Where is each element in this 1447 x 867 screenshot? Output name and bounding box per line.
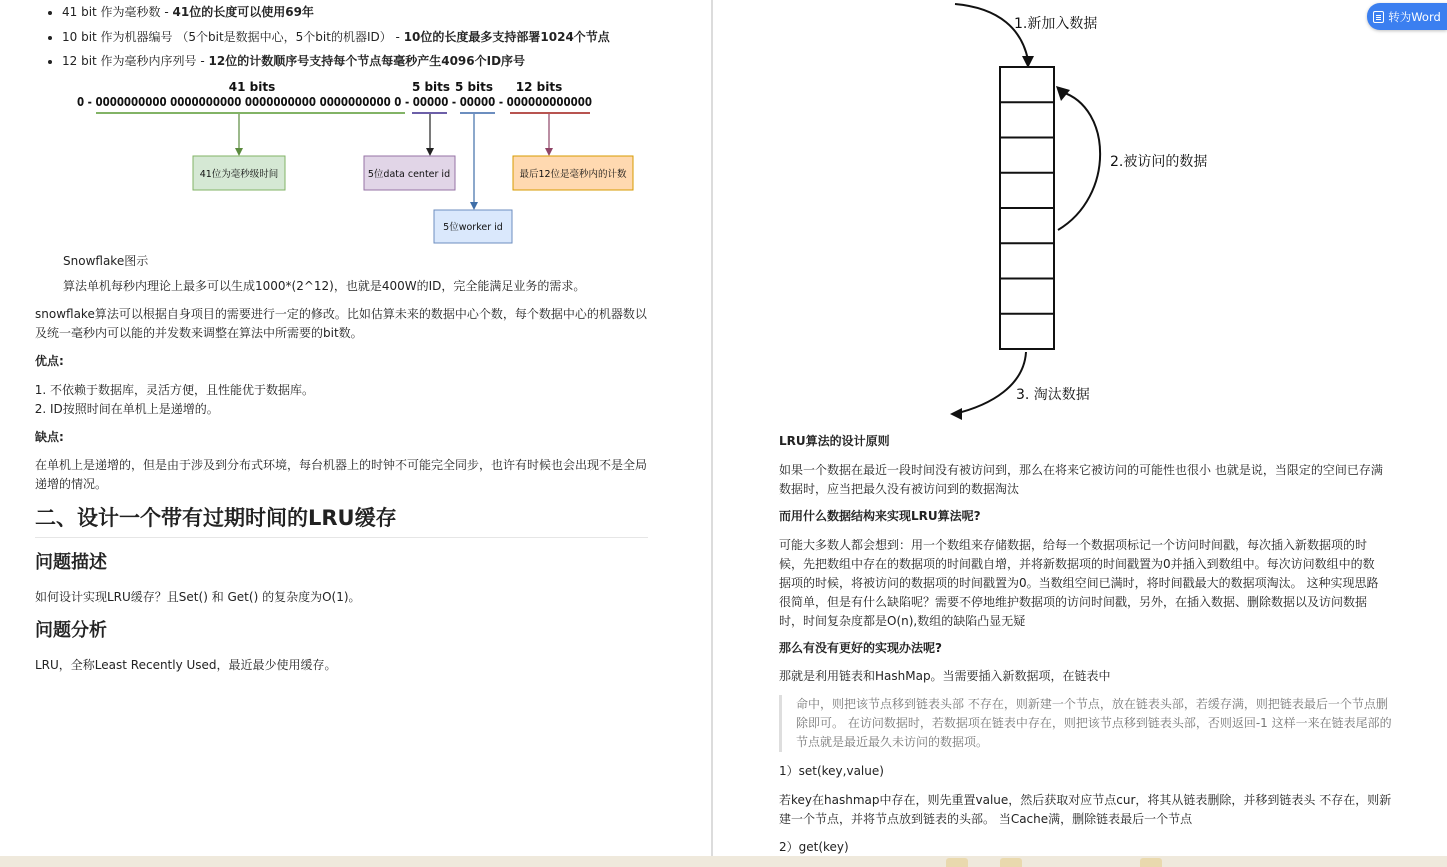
box-sequence: 最后12位是毫秒内的计数: [519, 169, 627, 180]
label-evicted-data: 3. 淘汰数据: [1016, 387, 1090, 403]
section-heading: 二、设计一个带有过期时间的LRU缓存: [35, 506, 397, 530]
set-paragraph: 若key在hashmap中存在，则先重置value，然后获取对应节点cur，将其从链表删除，并移到链表头 不存在，则新建一个节点，并将节点放到链表的头部。 当Cache满，删除链表最后一个节点: [779, 793, 1392, 826]
cons-paragraph: 在单机上是递增的，但是由于涉及到分布式环境，每台机器上的时钟不可能完全同步，也许有时候也会出现不是全局递增的情况。: [35, 458, 648, 491]
problem-text: 如何设计实现LRU缓存？且Set() 和 Get() 的复杂度为O(1)。: [35, 590, 361, 604]
set-heading: 1）set(key,value): [779, 764, 884, 778]
blockquote: [779, 695, 1394, 752]
principle-heading: LRU算法的设计原则: [779, 434, 890, 448]
header-41-bits: 41 bits: [228, 80, 276, 94]
figure-caption: Snowflake图示: [63, 254, 149, 268]
pros-heading: 优点:: [35, 354, 64, 368]
box-worker-id: 5位worker id: [443, 222, 503, 233]
theory-paragraph: 算法单机每秒内理论上最多可以生成1000*(2^12)，也就是400W的ID，完全能满足业务的需求。: [63, 279, 586, 293]
bottom-toolbar-strip: [0, 856, 1447, 867]
label-new-data: 1.新加入数据: [1014, 16, 1098, 32]
lru-diagram: [940, 0, 1240, 425]
list-item: 2. ID按照时间在单机上是递增的。: [50, 400, 314, 419]
problem-heading: 问题描述: [35, 552, 107, 573]
convert-to-word-button[interactable]: [1367, 3, 1447, 30]
toolbar-tab[interactable]: [1140, 858, 1162, 867]
modify-paragraph: snowflake算法可以根据自身项目的需要进行一定的修改。比如估算未来的数据中心个数，每个数据中心的机器数以及统一毫秒内可以能的并发数来调整在算法中所需要的bit数。: [35, 307, 647, 340]
toolbar-tab[interactable]: [1000, 858, 1022, 867]
better-heading: 那么有没有更好的实现办法呢?: [779, 641, 942, 655]
convert-to-word-label: 转为Word: [1388, 9, 1441, 24]
toolbar-tab[interactable]: [946, 858, 968, 867]
list-item: • 12 bit 作为毫秒内序列号 - 12位的计数顺序号支持每个节点每毫秒产生4096个ID序号: [62, 52, 610, 77]
list-item: • 10 bit 作为机器编号 （5个bit是数据中心，5个bit的机器ID） - 10位的长度最多支持部署1024个节点: [62, 28, 610, 53]
principle-paragraph: 如果一个数据在最近一段时间没有被访问到，那么在将来它被访问的可能性也很小 也就是说，当限定的空间已存满数据时，应当把最久没有被访问到的数据淘汰: [779, 463, 1383, 496]
list-item: • 41 bit 作为毫秒数 - 41位的长度可以使用69年: [62, 3, 610, 28]
get-heading: 2）get(key): [779, 840, 849, 854]
list-item: 1. 不依赖于数据库，灵活方便，且性能优于数据库。: [50, 381, 314, 400]
bit-layout-line: 0 - 0000000000 0000000000 0000000000 0000000000 0 - 00000 - 00000 - 000000000000: [77, 95, 592, 109]
analysis-heading: 问题分析: [35, 620, 107, 641]
better-paragraph: 那就是利用链表和HashMap。当需要插入新数据项，在链表中: [779, 669, 1111, 683]
analysis-text: LRU，全称Least Recently Used，最近最少使用缓存。: [35, 658, 337, 672]
document-icon: [1373, 11, 1384, 23]
label-visited-data: 2.被访问的数据: [1110, 154, 1208, 170]
box-data-center-id: 5位data center id: [367, 169, 451, 180]
snowflake-bit-list: [40, 3, 610, 77]
section-divider: [35, 537, 648, 538]
cons-heading: 缺点:: [35, 430, 64, 444]
box-timestamp: 41位为毫秒级时间: [199, 169, 279, 180]
pros-list: [22, 381, 314, 419]
page-gutter: [711, 0, 713, 856]
data-structure-heading: 而用什么数据结构来实现LRU算法呢?: [779, 509, 981, 523]
snowflake-figure: [60, 76, 660, 248]
header-12-bits: 12 bits: [515, 80, 563, 94]
data-structure-paragraph: 可能大多数人都会想到：用一个数组来存储数据，给每一个数据项标记一个访问时间戳，每次插入新数据项的时候，先把数组中存在的数据项的时间戳自增，并将新数据项的时间戳置为0并插入到数组中。每次访问数组中的数据项的时候，将被访问的数据项的时间戳置为0。当数组空间已满时，将时间戳最大的数据项淘汰。 这种实现思路很简单，但是有什么缺陷呢？需要不停地维护数据项的访问时间戳，另外，在插入数据、删除数据以及访问数据时，时间复杂度都是O(n),数组的缺陷凸显无疑: [779, 538, 1379, 628]
blockquote-text: 命中，则把该节点移到链表头部 不存在，则新建一个节点，放在链表头部，若缓存满，则把链表最后一个节点删除即可。 在访问数据时，若数据项在链表中存在，则把该节点移到链表头部，否则返回-1 这样一来在链表尾部的节点就是最近最久未访问的数据项。: [796, 697, 1392, 749]
header-5-bits-worker: 5 bits: [454, 80, 494, 94]
header-5-bits-dc: 5 bits: [411, 80, 451, 94]
